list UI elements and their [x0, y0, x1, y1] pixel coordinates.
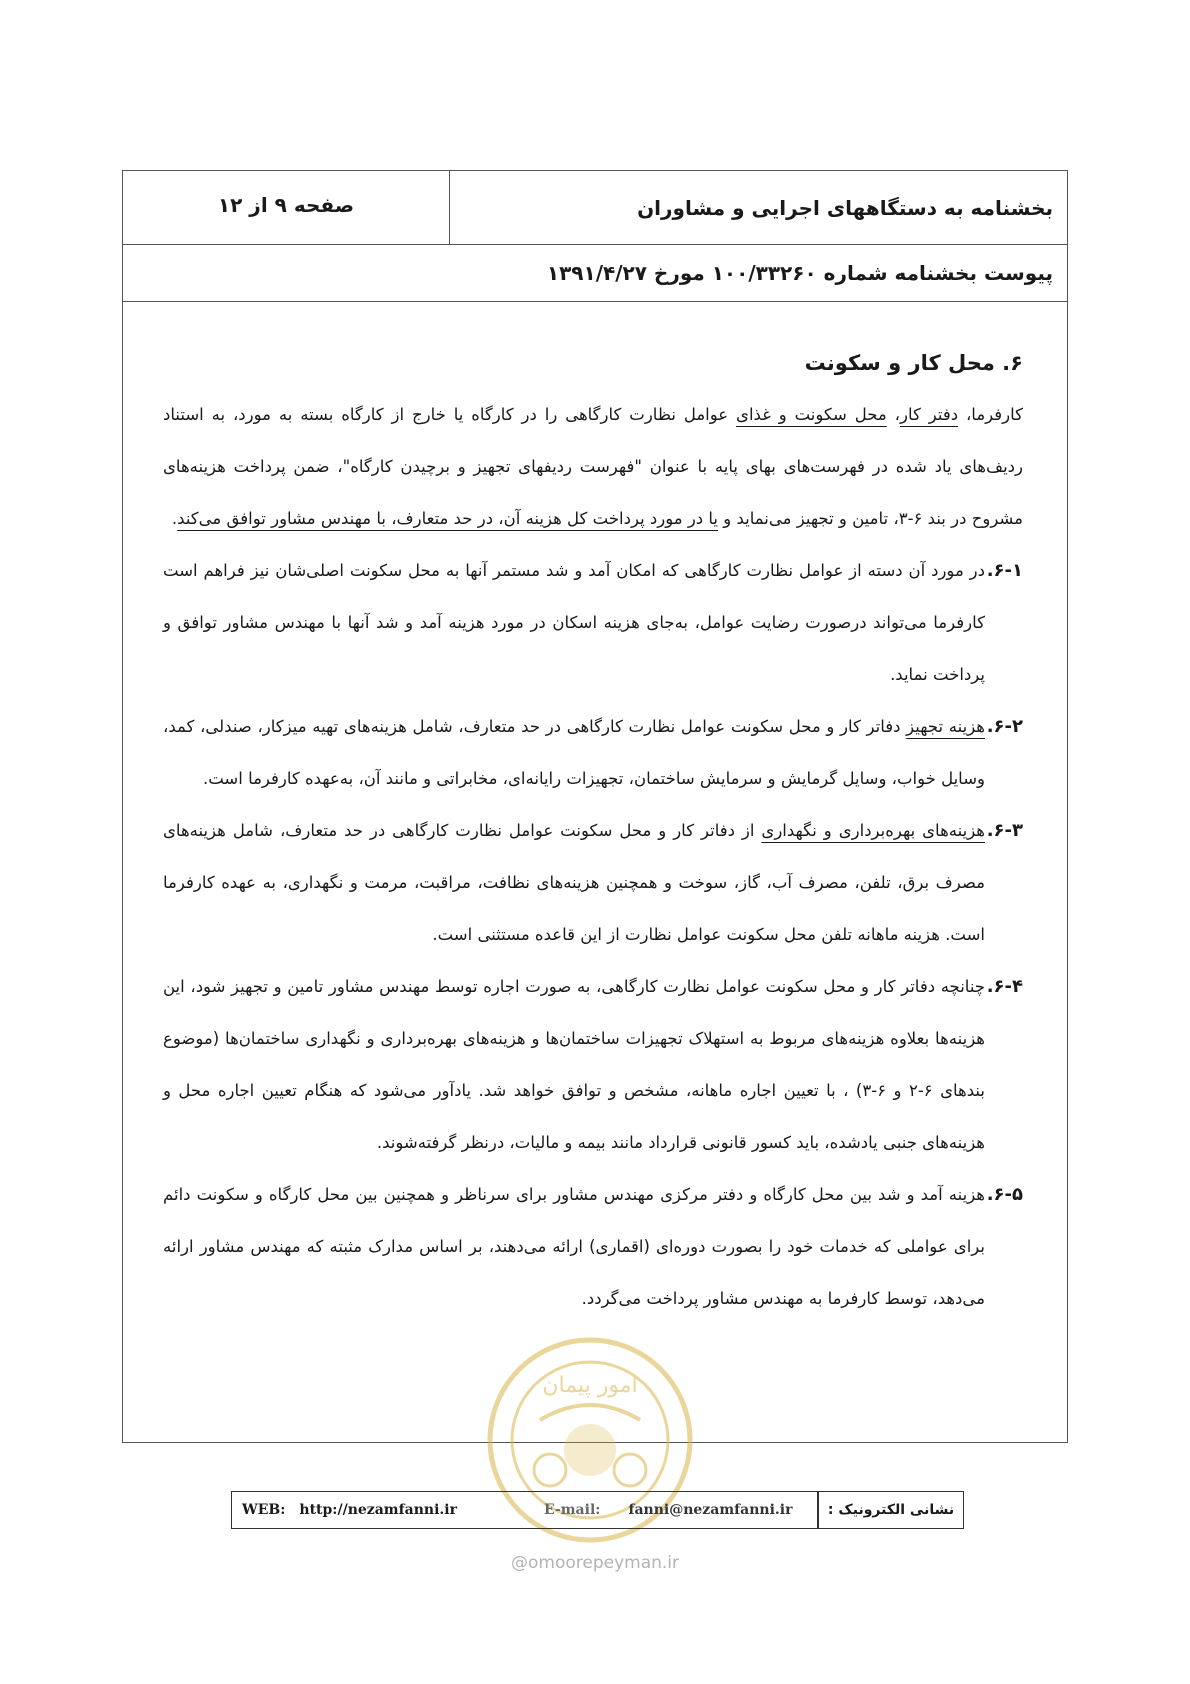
list-item: [163, 1169, 1023, 1325]
list-item: [163, 701, 1023, 805]
email-label: E-mail:: [544, 1502, 601, 1518]
item-text: در مورد آن دسته از عوامل نظارت کارگاهی که امکان آمد و شد مستمر آنها به محل سکونت اصلی‌شان نیز فراهم است کارفرما می‌تواند درصورت رضایت عوامل، به‌جای هزینه اسکان در مورد هزینه آمد و شد آنها با مهندس مشاور توافق و پرداخت نماید.: [163, 561, 985, 684]
item-number: ۶-۵.: [986, 1184, 1023, 1205]
list-item: [163, 545, 1023, 701]
document-subtitle: پیوست بخشنامه شماره ۱۰۰/۳۳۲۶۰ مورخ ۱۳۹۱/۴/۲۷: [123, 244, 1067, 302]
document-title: بخشنامه به دستگاههای اجرایی و مشاوران: [637, 195, 1053, 220]
footer-web: [232, 1492, 494, 1528]
footer-contact-bar: [231, 1491, 964, 1529]
intro-paragraph: [163, 389, 1023, 545]
web-link[interactable]: http://nezamfanni.ir: [299, 1502, 457, 1518]
document-frame: [122, 170, 1068, 1443]
intro-underline-2: محل سکونت و غذای: [736, 405, 887, 424]
footer-email: [494, 1492, 818, 1528]
section-body: [163, 351, 1023, 1325]
item-text: چنانچه دفاتر کار و محل سکونت عوامل نظارت کارگاهی، به صورت اجاره توسط مهندس مشاور تامین و تجهیز شود، این هزینه‌ها بعلاوه هزینه‌های مربوط به استهلاک تجهیزات ساختمان‌ها و هزینه‌های بهره‌برداری و نگهداری ساختمان‌ها (موضوع بندهای ۶-۲ و ۶-۳) ، با تعیین اجاره ماهانه، مشخص و توافق خواهد شد. یادآور می‌شود که هنگام تعیین اجاره محل و هزینه‌های جنبی یادشده، باید کسور قانونی قرارداد مانند بیمه و مالیات، درنظر گرفته‌شوند.: [163, 977, 985, 1152]
item-number: ۶-۳.: [986, 820, 1023, 841]
list-item: [163, 805, 1023, 961]
intro-text-2: ،: [886, 405, 900, 424]
item-number: ۶-۴.: [986, 976, 1023, 997]
intro-text-3: عوامل نظارت کارگاهی را در کارگاه یا خارج از کارگاه بسته به مورد، به استناد ردیف‌های یاد شده در فهرست‌های بهای پایه با عنوان "فهرست ردیفهای تجهیز و برچیدن کارگاه"، ضمن پرداخت هزینه‌های مشروح در بند ۶-۳، تامین و تجهیز می‌نماید و: [163, 405, 1023, 528]
item-text: از دفاتر کار و محل سکونت عوامل نظارت کارگاهی در حد متعارف، شامل هزینه‌های مصرف برق، تلفن، مصرف آب، گاز، سوخت و همچنین هزینه‌های نظافت، مراقبت، مرمت و نگهداری، به عهده کارفرما است. هزینه ماهانه تلفن محل سکونت عوامل نظارت از این قاعده مستثنی است.: [163, 821, 985, 944]
watermark-text: @omoorepeyman.ir: [510, 1553, 680, 1573]
address-label: نشانی الکترونیک :: [818, 1492, 963, 1528]
intro-underline-3: یا در مورد پرداخت کل هزینه آن، در حد متعارف، با مهندس مشاور توافق می‌کند: [177, 509, 719, 528]
item-underline: هزینه تجهیز: [906, 717, 985, 736]
intro-underline-1: دفتر کار: [899, 405, 959, 424]
item-number: ۶-۱.: [986, 560, 1023, 581]
item-text: دفاتر کار و محل سکونت عوامل نظارت کارگاهی در حد متعارف، شامل هزینه‌های تهیه میزکار، صندلی، کمد، وسایل خواب، وسایل گرمایش و سرمایش ساختمان، تجهیزات رایانه‌ای، مخابراتی و مانند آن، به‌عهده کارفرما است.: [163, 717, 985, 788]
item-text: هزینه آمد و شد بین محل کارگاه و دفتر مرکزی مهندس مشاور برای سرناظر و همچنین بین محل کارگاه و سکونت دائم برای عواملی که خدمات خود را بصورت دوره‌ای (اقماری) ارائه می‌دهند، بر اساس مدارک مثبته که مهندس مشاور ارائه می‌دهد، توسط کارفرما به مهندس مشاور پرداخت می‌گردد.: [163, 1185, 985, 1308]
list-item: [163, 961, 1023, 1169]
header-row: [123, 171, 1067, 245]
web-label: WEB:: [242, 1502, 286, 1518]
email-link[interactable]: fanni@nezamfanni.ir: [628, 1502, 793, 1518]
item-number: ۶-۲.: [986, 716, 1023, 737]
item-underline: هزینه‌های بهره‌برداری و نگهداری: [761, 821, 985, 840]
intro-text-1: کارفرما،: [958, 405, 1023, 424]
section-heading: ۶. محل کار و سکونت: [804, 351, 1023, 375]
page-number: صفحه ۹ از ۱۲: [123, 171, 450, 244]
seal-text: امور پیمان: [542, 1373, 638, 1398]
intro-text-4: .: [171, 509, 178, 528]
